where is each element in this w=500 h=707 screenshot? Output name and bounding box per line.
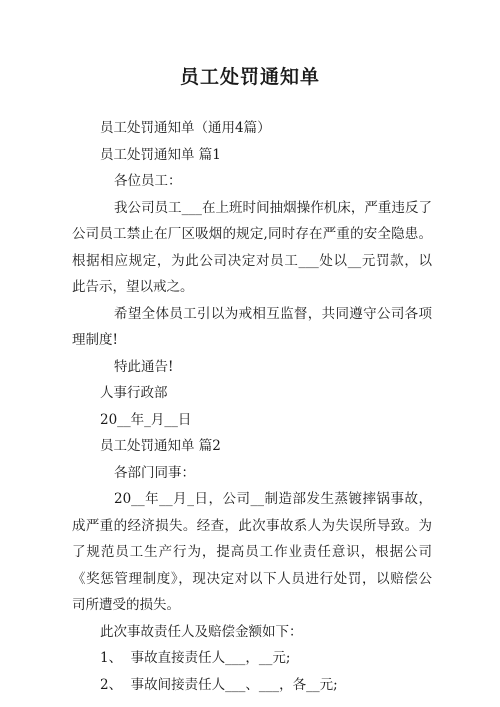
paragraph-line: 公司员工禁止在厂区吸烟的规定,同时存在严重的安全隐患。 [72,226,432,242]
document-body [72,115,432,698]
list-item: 2、 事故间接责任人___、___，各__元; [100,676,338,693]
subtitle-line: 员工处罚通知单（通用4篇） [100,120,271,136]
signature-department: 人事行政部 [100,385,168,401]
paragraph-line: 希望全体员工引以为戒相互监督，共同遵守公司各项 [114,305,432,322]
list-item: 1、 事故直接责任人___，__元; [100,650,291,666]
paragraph-line: 成严重的经济损失。经查，此次事故系人为失误所导致。为 [72,517,432,534]
paragraph-line: 20__年__月_日，公司__制造部发生蒸镀摔锅事故， [114,491,432,507]
paragraph-line: 了规范员工生产行为，提高员工作业责任意识，根据公司 [72,544,432,560]
paragraph-line: 根据相应规定，为此公司决定对员工___处以__元罚款，以 [72,252,432,269]
notice-line: 特此通告! [114,358,174,375]
paragraph-line: 司所遭受的损失。 [72,597,180,613]
paragraph-line: 此次事故责任人及赔偿金额如下： [100,623,303,640]
salutation-1: 各位员工： [114,173,182,189]
section-heading-1: 员工处罚通知单 篇1 [100,146,221,163]
paragraph-line: 理制度! [72,332,118,348]
paragraph-line: 我公司员工___在上班时间抽烟操作机床，严重违反了 [114,199,432,216]
salutation-2: 各部门同事： [114,464,195,481]
section-heading-2: 员工处罚通知单 篇2 [100,438,221,454]
signature-date: 20__年_月__日 [100,411,192,428]
paragraph-line: 《奖惩管理制度》，现决定对以下人员进行处罚，以赔偿公 [72,570,432,587]
document-title: 员工处罚通知单 [179,66,320,88]
paragraph-line: 此告示，望以戒之。 [72,279,194,295]
